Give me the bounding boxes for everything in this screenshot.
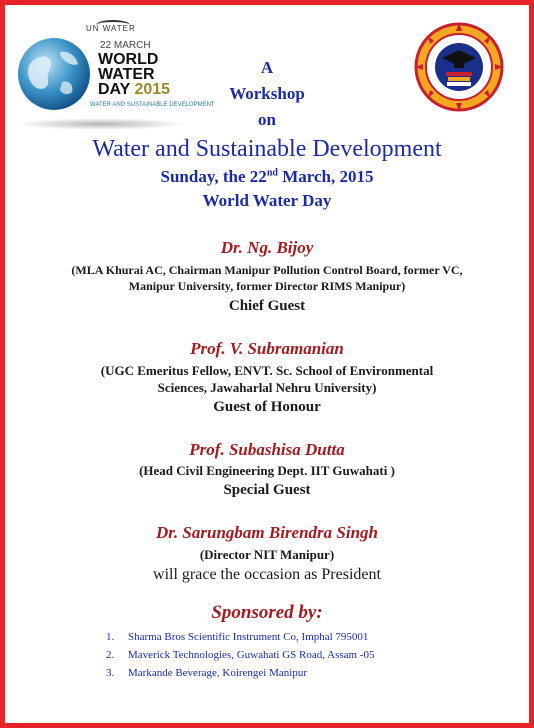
heading-line-workshop: Workshop <box>229 84 305 103</box>
guest-name-president: Dr. Sarungbam Birendra Singh <box>155 523 379 542</box>
guest-role-honour: Guest of Honour <box>213 399 321 415</box>
guest-name-chief: Dr. Ng. Bijoy <box>220 238 314 257</box>
guest-role-chief: Chief Guest <box>228 298 306 314</box>
guest-desc-president: (Director NIT Manipur) <box>199 547 335 562</box>
guest-desc-chief-1: (MLA Khurai AC, Chairman Manipur Pollution Control Board, former VC, <box>71 263 463 277</box>
guest-name-special: Prof. Subashisa Dutta <box>189 440 345 459</box>
un-water-label: UN WATER <box>86 24 136 33</box>
world-water-day-title: WORLD WATER DAY 2015 <box>98 51 171 98</box>
event-date-label: 22 MARCH <box>100 40 151 51</box>
logo-subtitle: WATER AND SUSTAINABLE DEVELOPMENT <box>90 102 215 108</box>
guest-desc-special: (Head Civil Engineering Dept. IIT Guwahati ) <box>139 463 395 478</box>
guest-desc-honour-1: (UGC Emeritus Fellow, ENVT. Sc. School of Environmental <box>100 363 434 378</box>
workshop-date: Sunday, the 22nd March, 2015 <box>160 167 374 186</box>
heading-line-a: A <box>260 58 274 77</box>
sponsors-heading: Sponsored by: <box>211 602 323 623</box>
guest-name-honour: Prof. V. Subramanian <box>190 339 344 358</box>
sponsor-list <box>106 628 375 682</box>
guest-role-special: Special Guest <box>223 482 311 498</box>
list-item: 2. Maverick Technologies, Guwahati GS Road, Assam -05 <box>106 649 375 661</box>
guest-desc-honour-2: Sciences, Jawaharlal Nehru University) <box>157 380 377 395</box>
guest-desc-chief-2: Manipur University, former Director RIMS Manipur) <box>128 279 406 293</box>
guest-role-president: will grace the occasion as President <box>153 566 381 583</box>
occasion-label: World Water Day <box>202 191 332 210</box>
heading-line-on: on <box>258 110 276 129</box>
workshop-title: Water and Sustainable Development <box>92 136 442 162</box>
list-item: 3. Markande Beverage, Koirengei Manipur <box>106 667 307 679</box>
list-item: 1. Sharma Bros Scientific Instrument Co, Imphal 795001 <box>106 631 369 643</box>
